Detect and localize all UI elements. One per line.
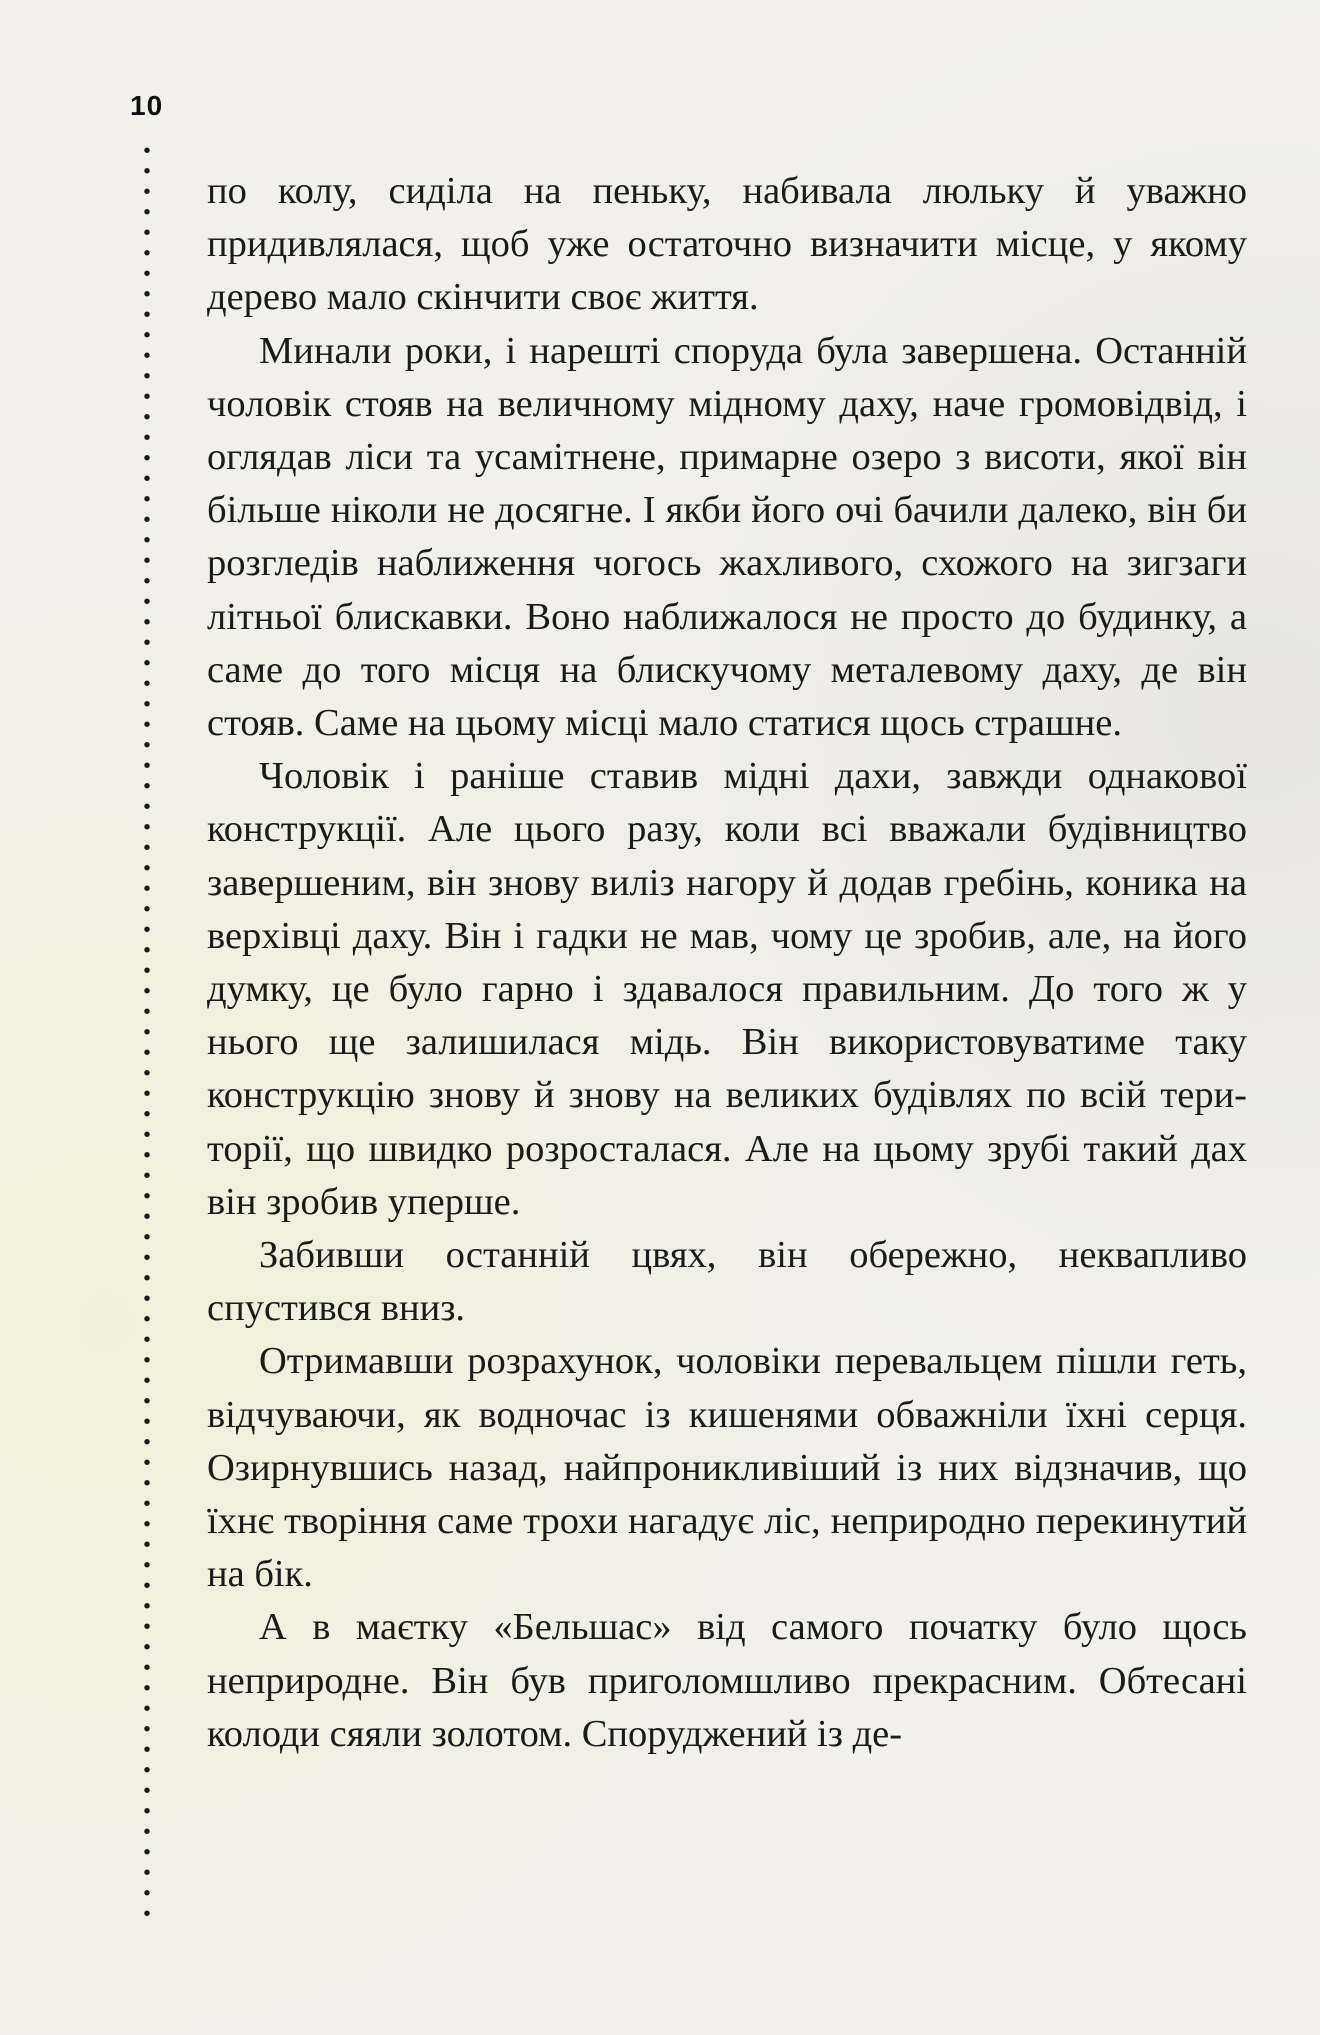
paragraph-4: Забивши останній цвях, він обережно, неквапливо спустився вниз. <box>207 1234 1247 1330</box>
paragraph-6: А в маєтку «Бельшас» від самого початку було щось неприродне. Він був приголомшливо прекрасним. Обтесані колоди сяяли золотом. Споруджений із де- <box>207 1606 1247 1755</box>
dotted-margin-rule <box>143 140 151 1925</box>
body-text <box>207 165 1247 1761</box>
paragraph-2: Минали роки, і нарешті споруда була завершена. Останній чоловік стояв на величному мідному даху, наче громовідвід, і оглядав ліси та усамітнене, примарне озеро з висоти, якої він більше ніколи не досягне. І якби його очі бачили далеко, він би розгледів наближення чогось жахливого, схожого на зигзаги літньої блискавки. Воно наближалося не просто до будинку, а саме до того місця на блискучому металевому даху, де він стояв. Саме на цьому місці мало статися щось страшне. <box>207 329 1247 745</box>
paragraph-1: по колу, сиділа на пеньку, набивала люльку й уважно придивлялася, щоб уже остаточно визначити місце, у якому дерево мало скінчити своє життя. <box>207 170 1247 319</box>
paragraph-3: Чоловік і раніше ставив мідні дахи, завжди однакової конструкції. Але цього разу, коли всі вважали будівництво завершеним, він знову виліз нагору й додав гребінь, коника на верхівці даху. Він і гадки не мав, чому це зробив, але, на його думку, це було гарно і здавалося правильним. До того ж у нього ще залишилася мідь. Він використовуватиме таку конструкцію знову й знову на великих будівлях по всій території, що швидко розросталася. Але на цьому зрубі такий дах він зробив уперше. <box>207 755 1247 1223</box>
page-number: 10 <box>130 90 164 121</box>
paragraph-5: Отримавши розрахунок, чоловіки перевальцем пішли геть, відчуваючи, як водночас із кишенями обважніли їхні серця. Озирнувшись назад, найпроникливіший із них відзначив, що їхнє творіння саме трохи нагадує ліс, неприродно перекинутий на бік. <box>207 1340 1247 1596</box>
